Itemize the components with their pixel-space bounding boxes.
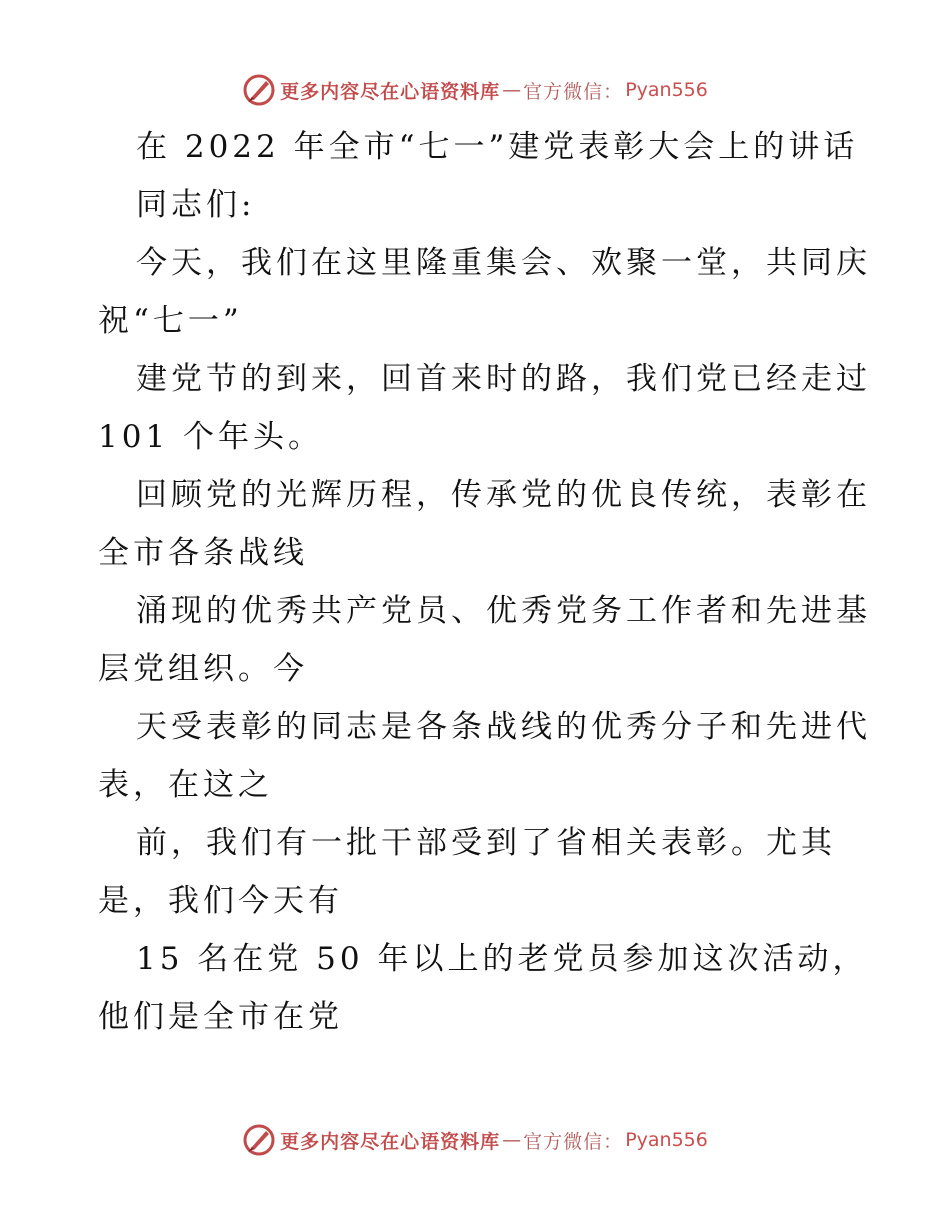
- quill-logo-icon: [242, 73, 276, 107]
- text-line: 今天，我们在这里隆重集会、欢聚一堂，共同庆: [136, 245, 871, 281]
- text-line: 是，我们今天有: [98, 883, 343, 919]
- text-line: 涌现的优秀共产党员、优秀党务工作者和先进基: [136, 593, 871, 629]
- text-line: 建党节的到来，回首来时的路，我们党已经走过: [136, 361, 871, 397]
- watermark-id: Pyan556: [625, 79, 708, 101]
- watermark-text: 更多内容尽在心语资料库: [280, 80, 501, 103]
- text-line: 101 个年头。: [98, 419, 324, 455]
- text-line: 层党组织。今: [98, 651, 308, 687]
- document-body: [98, 118, 871, 1046]
- text-line: 回顾党的光辉历程，传承党的优良传统，表彰在: [136, 477, 871, 513]
- footer-watermark: [0, 1120, 950, 1160]
- quill-logo-icon: [242, 1123, 276, 1157]
- watermark-separator: —: [502, 1129, 522, 1151]
- text-line: 15 名在党 50 年以上的老党员参加这次活动，: [136, 941, 868, 977]
- text-line: 祝“七一”: [98, 303, 243, 339]
- text-line: 天受表彰的同志是各条战线的优秀分子和先进代: [136, 709, 871, 745]
- watermark-text: 更多内容尽在心语资料库: [280, 1130, 501, 1153]
- watermark-label: 官方微信：: [523, 80, 624, 103]
- document-title: 在 2022 年全市“七一”建党表彰大会上的讲话: [136, 129, 859, 165]
- watermark-separator: —: [502, 79, 522, 101]
- text-line: 全市各条战线: [98, 535, 308, 571]
- text-line: 他们是全市在党: [98, 999, 343, 1035]
- text-line: 前，我们有一批干部受到了省相关表彰。尤其: [136, 825, 836, 861]
- watermark-id: Pyan556: [625, 1129, 708, 1151]
- salutation: 同志们:: [136, 187, 256, 223]
- text-line: 表，在这之: [98, 767, 273, 803]
- header-watermark: [0, 70, 950, 110]
- watermark-label: 官方微信：: [523, 1130, 624, 1153]
